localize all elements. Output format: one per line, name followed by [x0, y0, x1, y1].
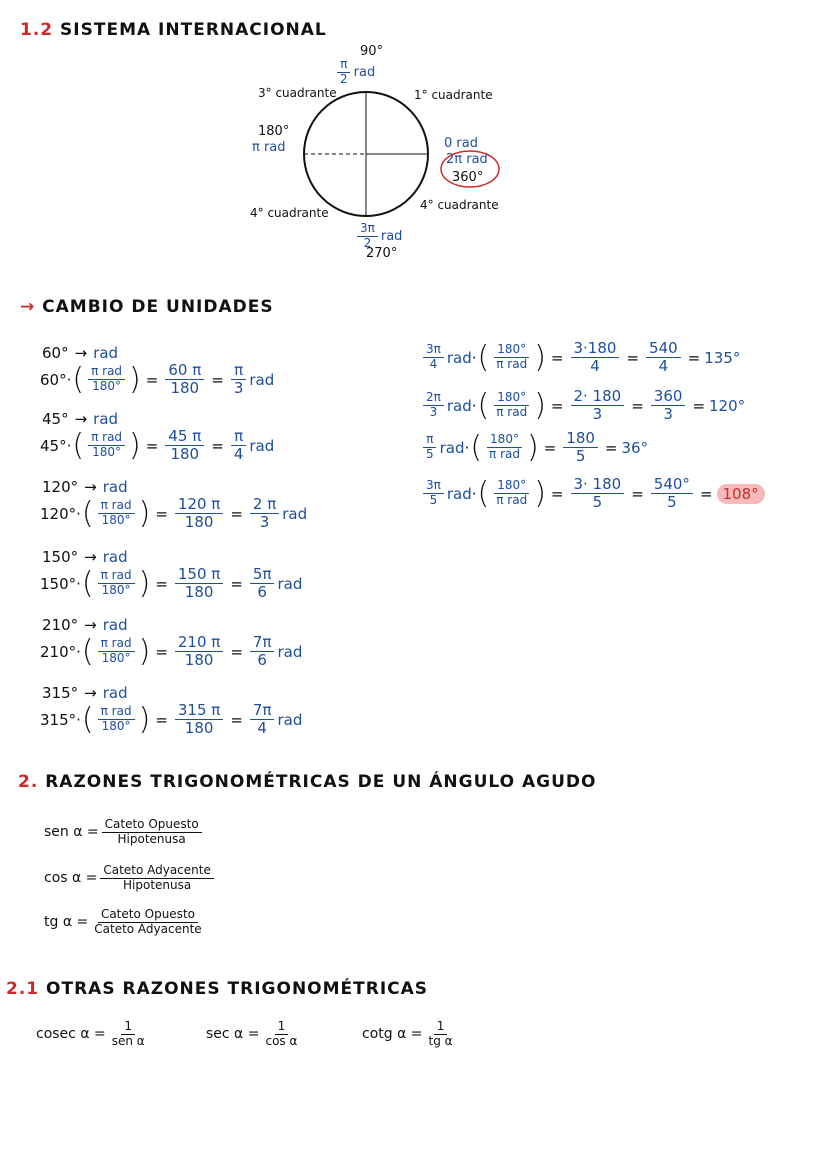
unit-circle	[300, 88, 432, 220]
top-degree: 90°	[360, 44, 384, 59]
conversion-header: 210° → rad	[42, 616, 128, 634]
conversion-row: 60° · ( $\frac{\text{π rad}}{180^\circ}$ ) = $\frac{60 \pi}{180}$ = $\frac{\pi}{3}$ rad	[40, 361, 275, 398]
secant-definition: sec α = $\frac{1}{\text{cos α}}$	[206, 1019, 298, 1048]
quadrant-label-lower-left: 4° cuadrante	[250, 206, 329, 220]
conversion-header: 45° → rad	[42, 410, 119, 428]
right-degree: 360°	[452, 170, 484, 185]
conversion-header: 150° → rad	[42, 548, 128, 566]
left-radians: π rad	[252, 140, 286, 155]
sine-definition: sen α = $\frac{\text{Cateto Opuesto}}{\text{Hipotenusa}}$	[44, 818, 205, 847]
quadrant-label-lower-right: 4° cuadrante	[420, 198, 499, 212]
conversion-row: $\frac{\pi}{5}$ rad · ( $\frac{180^\circ}{\text{π rad}}$ ) = $\frac{180}{5}$ = 36°	[420, 430, 648, 466]
section-title: RAZONES TRIGONOMÉTRICAS DE UN ÁNGULO AGUDO	[45, 772, 597, 792]
quadrant-label-upper-left: 3° cuadrante	[258, 86, 337, 100]
cotangent-definition: cotg α = $\frac{1}{\text{tg α}}$	[362, 1019, 453, 1048]
section-title: OTRAS RAZONES TRIGONOMÉTRICAS	[46, 979, 429, 999]
tangent-definition: tg α = $\frac{\text{Cateto Opuesto}}{\text{Cateto Adyacente}}$	[44, 907, 202, 936]
conversion-header: 315° → rad	[42, 684, 128, 702]
conversion-row: 45° · ( $\frac{\text{π rad}}{180^\circ}$ ) = $\frac{45 \pi}{180}$ = $\frac{\pi}{4}$ rad	[40, 427, 275, 464]
conversion-row: 150° · ( $\frac{\text{π rad}}{180^\circ}$ ) = $\frac{150 \pi}{180}$ = $\frac{5\pi}{6}$ rad	[40, 565, 303, 602]
right-zero-rad: 0 rad	[444, 136, 478, 151]
conversion-row: 120° · ( $\frac{\text{π rad}}{180^\circ}$ ) = $\frac{120 \pi}{180}$ = $\frac{2 \pi}{3}$ rad	[40, 495, 308, 532]
section-number: 1.2	[20, 20, 54, 40]
section-title: SISTEMA INTERNACIONAL	[60, 20, 327, 40]
section-number: 2.	[18, 772, 39, 792]
section-2-1-heading	[6, 979, 428, 999]
conversion-header: 120° → rad	[42, 478, 128, 496]
bottom-degree: 270°	[366, 246, 398, 261]
conversion-row: 210° · ( $\frac{\text{π rad}}{180^\circ}$ ) = $\frac{210 \pi}{180}$ = $\frac{7\pi}{6}$ rad	[40, 633, 303, 670]
quadrant-label-upper-right: 1° cuadrante	[414, 88, 493, 102]
right-two-pi-rad: 2π rad	[446, 152, 488, 167]
top-radians: $\frac{\pi}{2}$ rad	[334, 58, 375, 87]
bottom-radians: $\frac{3\pi}{2}$ rad	[354, 222, 402, 251]
conversion-row: $\frac{2\pi}{3}$ rad · ( $\frac{180^\circ}{\text{π rad}}$ ) = $\frac{2\cdot 180}{3}$ = $\frac{360}{3}$ = 120°	[420, 388, 745, 424]
highlighted-result: 108°	[717, 484, 765, 504]
section-number: 2.1	[6, 979, 40, 999]
conversion-row: 315° · ( $\frac{\text{π rad}}{180^\circ}$ ) = $\frac{315 \pi}{180}$ = $\frac{7\pi}{4}$ rad	[40, 701, 303, 738]
cosecant-definition: cosec α = $\frac{1}{\text{sen α}}$	[36, 1019, 145, 1048]
arrow-icon: →	[20, 297, 36, 317]
cambio-title: CAMBIO DE UNIDADES	[42, 297, 274, 317]
conversion-header: 60° → rad	[42, 344, 119, 362]
cosine-definition: cos α = $\frac{\text{Cateto Adyacente}}{\text{Hipotenusa}}$	[44, 864, 217, 893]
section-1-2-heading	[20, 20, 327, 40]
cambio-heading	[20, 297, 274, 317]
conversion-row: $\frac{3\pi}{5}$ rad · ( $\frac{180^\circ}{\text{π rad}}$ ) = $\frac{3\cdot 180}{5}$ = $\frac{540^\circ}{5}$ = 108°	[420, 476, 765, 512]
conversion-row: $\frac{3\pi}{4}$ rad · ( $\frac{180^\circ}{\text{π rad}}$ ) = $\frac{3\cdot 180}{4}$ = $\frac{540}{4}$ = 135°	[420, 340, 740, 376]
left-degree: 180°	[258, 124, 290, 139]
highlight-circle	[438, 148, 502, 190]
section-2-heading	[18, 772, 597, 792]
